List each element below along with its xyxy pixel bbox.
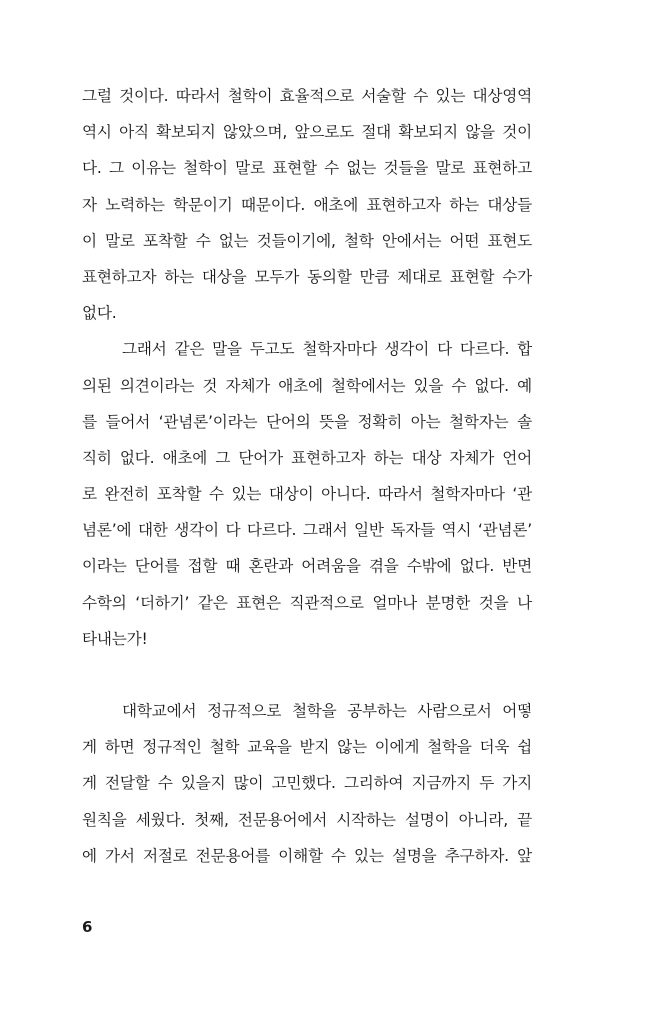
- text-line: 역시 아직 확보되지 않았으며, 앞으로도 절대 확보되지 않을 것이: [82, 123, 532, 142]
- text-line: 에 가서 저절로 전문용어를 이해할 수 있는 설명을 추구하자. 앞: [82, 846, 532, 865]
- text-line: 이라는 단어를 접할 때 혼란과 어려움을 겪을 수밖에 없다. 반면: [82, 557, 532, 576]
- text-line: 다. 그 이유는 철학이 말로 표현할 수 없는 것들을 말로 표현하고: [82, 159, 532, 178]
- text-line: 그래서 같은 말을 두고도 철학자마다 생각이 다 다르다. 합: [122, 340, 532, 359]
- paragraph-3: [82, 693, 532, 874]
- page-number: 6: [82, 918, 93, 936]
- text-line: 를 들어서 ‘관념론’이라는 단어의 뜻을 정확히 아는 철학자는 솔: [82, 412, 532, 431]
- text-line: 타내는가!: [82, 629, 148, 648]
- text-line: 직히 없다. 애초에 그 단어가 표현하고자 하는 대상 자체가 언어: [82, 448, 532, 467]
- paragraph-1: [82, 78, 532, 331]
- text-line: 자 노력하는 학문이기 때문이다. 애초에 표현하고자 하는 대상들: [82, 195, 532, 214]
- text-line: 념론’에 대한 생각이 다 다르다. 그래서 일반 독자들 역시 ‘관념론’: [82, 521, 532, 540]
- page-body: [82, 78, 532, 874]
- text-line: 없다.: [82, 304, 117, 323]
- text-line: 게 전달할 수 있을지 많이 고민했다. 그리하여 지금까지 두 가지: [82, 774, 532, 793]
- text-line: 의된 의견이라는 것 자체가 애초에 철학에서는 있을 수 없다. 예: [82, 376, 532, 395]
- text-line: 수학의 ‘더하기’ 같은 표현은 직관적으로 얼마나 분명한 것을 나: [82, 593, 532, 612]
- text-line: 로 완전히 포착할 수 있는 대상이 아니다. 따라서 철학자마다 ‘관: [82, 485, 532, 504]
- text-line: 원칙을 세웠다. 첫째, 전문용어에서 시작하는 설명이 아니라, 끝: [82, 810, 532, 829]
- text-line: 이 말로 포착할 수 없는 것들이기에, 철학 안에서는 어떤 표현도: [82, 231, 532, 250]
- paragraph-2: [82, 331, 532, 657]
- text-line: 대학교에서 정규적으로 철학을 공부하는 사람으로서 어떻: [122, 702, 532, 720]
- text-line: 표현하고자 하는 대상을 모두가 동의할 만큼 제대로 표현할 수가: [82, 267, 532, 286]
- paragraph-gap: [82, 657, 532, 693]
- text-line: 게 하면 정규적인 철학 교육을 받지 않는 이에게 철학을 더욱 쉽: [82, 738, 532, 757]
- text-line: 그럴 것이다. 따라서 철학이 효율적으로 서술할 수 있는 대상영역: [82, 87, 532, 105]
